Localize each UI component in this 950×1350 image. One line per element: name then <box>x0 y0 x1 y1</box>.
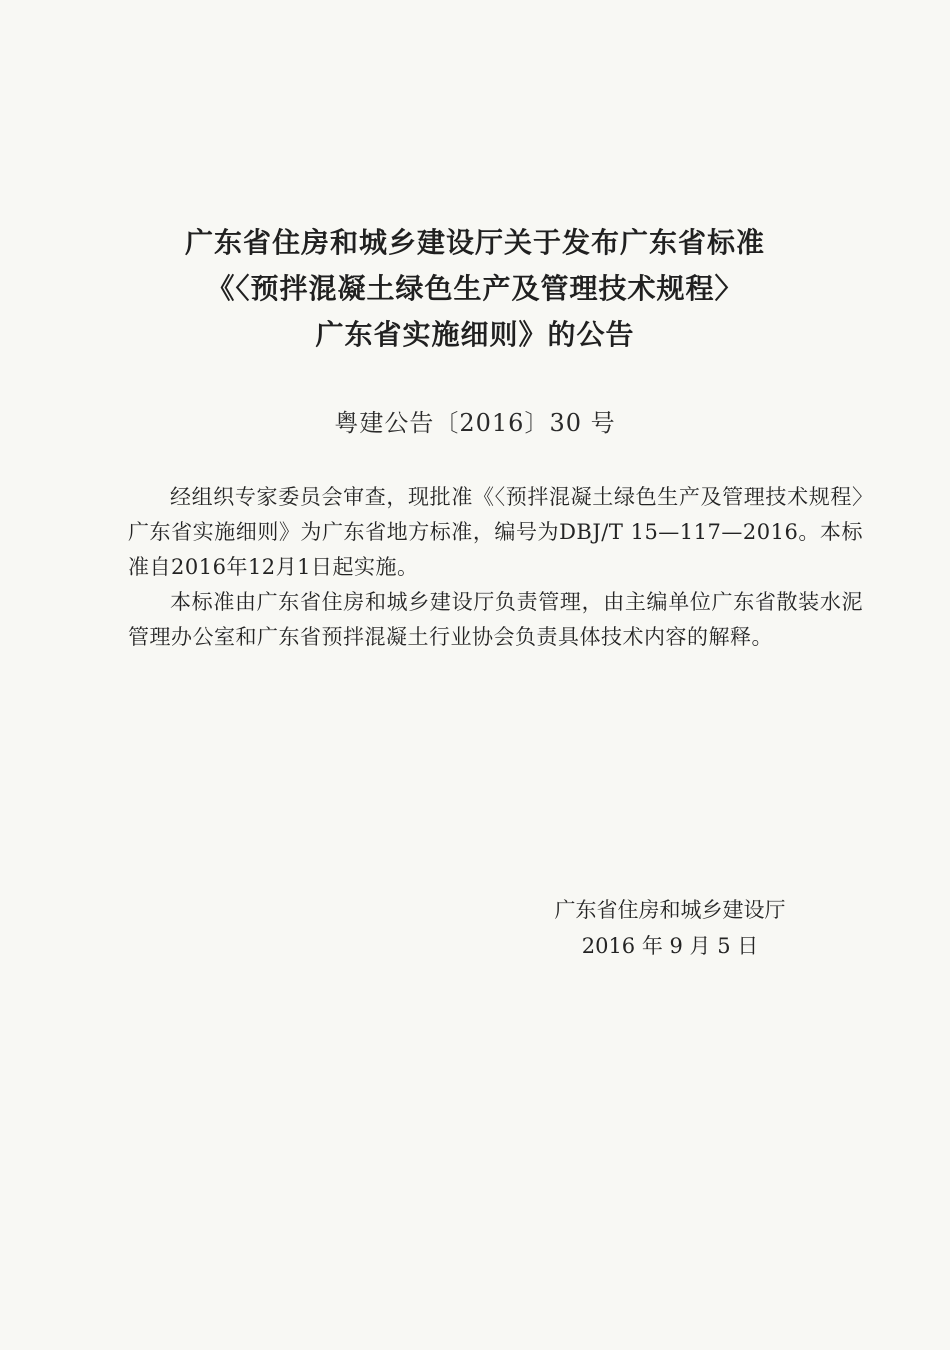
title-line-1: 广东省住房和城乡建设厅关于发布广东省标准 <box>184 226 765 259</box>
notice-number: 粤建公告〔2016〕30 号 <box>334 409 616 437</box>
paragraph-approval: 经组织专家委员会审查，现批准《〈预拌混凝土绿色生产及管理技术规程〉广东省实施细则》为广东省地方标准，编号为DBJ/T 15—117—2016。本标准自2016年12月1日起实施。 <box>128 485 863 579</box>
notice-body <box>128 480 863 655</box>
title-line-3: 广东省实施细则》的公告 <box>315 318 635 351</box>
paragraph-management: 本标准由广东省住房和城乡建设厅负责管理，由主编单位广东省散装水泥管理办公室和广东省预拌混凝土行业协会负责具体技术内容的解释。 <box>128 590 863 649</box>
signature-block <box>500 892 840 964</box>
issue-date: 2016 年 9 月 5 日 <box>581 934 759 958</box>
document-title <box>95 220 855 358</box>
title-line-2: 《〈预拌混凝土绿色生产及管理技术规程〉 <box>206 272 744 305</box>
issuer-name: 广东省住房和城乡建设厅 <box>554 898 786 922</box>
